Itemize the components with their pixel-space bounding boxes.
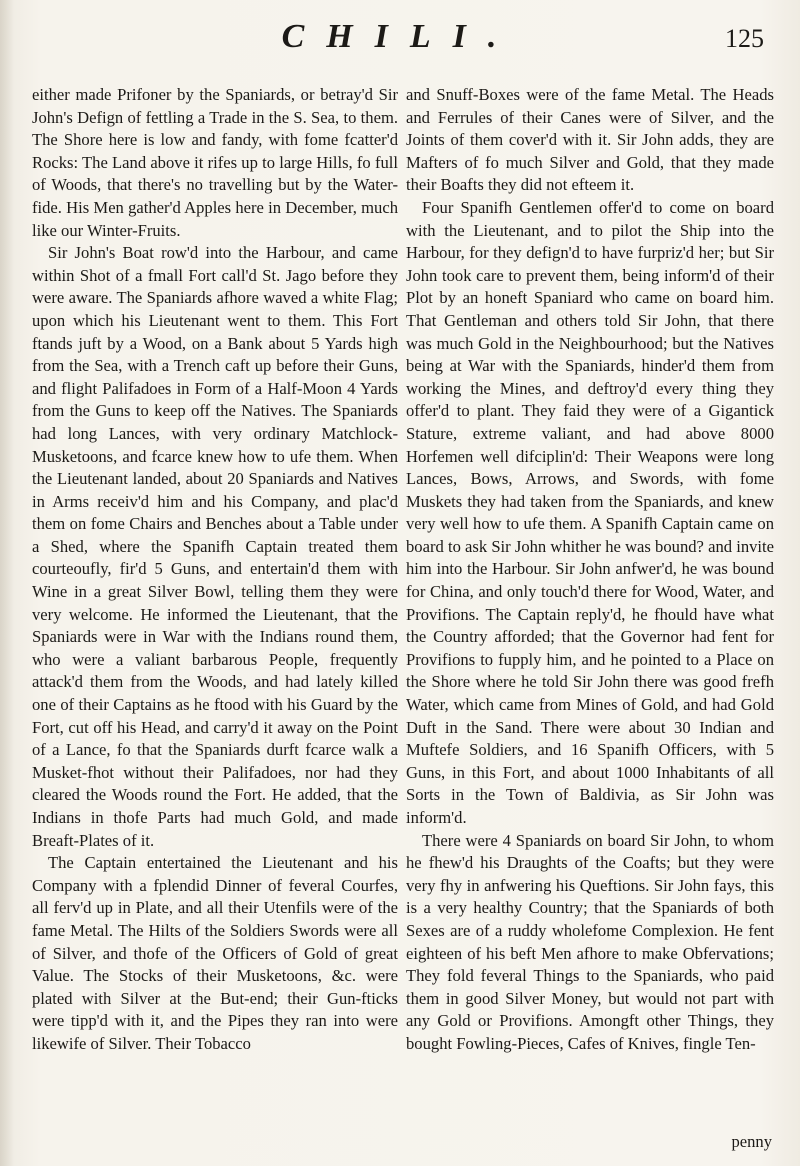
paragraph: There were 4 Spaniards on board Sir John, to whom he fhew'd his Draughts of the Coafts; but they were very fhy in anfwering his Queftions. Sir John fays, this is a very healthy Country; that the Spaniards of both Sexes are of a ruddy wholefome Complexion. He fent eighteen of his beft Men afhore to make Obfervations; They fold feveral Things to the Spaniards, who paid them in good Silver Money, but would not part with any Gold or Provifions. Amongft other Things, they bought Fowling-Pieces, Cafes of Knives, fingle Ten- (406, 830, 774, 1053)
paragraph: The Captain entertained the Lieutenant and his Company with a fplendid Dinner of feveral Courfes, all ferv'd up in Plate, and all their Utenfils were of the fame Metal. The Hilts of the Soldiers Swords were all of Silver, and thofe of the Officers of Gold of great Value. The Stocks of their Musketoons, &c. were plated with Silver at the But-end; their Gun-fticks were tipp'd with it, and the Pipes they ran into were likewife of Silver. Their Tobacco (32, 853, 398, 1053)
text-column-left (32, 84, 398, 1056)
running-head (0, 18, 800, 68)
text-column-right (406, 84, 774, 1056)
paragraph: Four Spanifh Gentlemen offer'd to come on board with the Lieutenant, and to pilot the Ship into the Harbour, for they defign'd to have furpriz'd her; but Sir John took care to prevent them, being inform'd of their Plot by an honeft Spaniard who came on board him. That Gentleman and others told Sir John, that there was much Gold in the Neighbourhood; but the Natives being at War with the Spaniards, hinder'd them from working the Mines, and deftroy'd every thing they offer'd to plant. They faid they were of a Gigantick Stature, extreme valiant, and had above 8000 Horfemen well difciplin'd: Their Weapons were long Lances, Bows, Arrows, and Swords, with fome Muskets they had taken from the Spaniards, and knew very well how to ufe them. A Spanifh Captain came on board to ask Sir John whither he was bound? and invite him into the Harbour. Sir John anfwer'd, he was bound for China, and only touch'd there for Wood, Water, and Provifions. The Captain reply'd, he fhould have what the Country afforded; that the Governor had fent for Provifions to fupply him, and he pointed to a Place on the Shore where he told Sir John there was good frefh Water, which came from Mines of Gold, and had Gold Duft in the Sand. There were about 30 Indian and Muftefe Soldiers, and 16 Spanifh Officers, with 5 Guns, in this Fort, and about 1000 Inhabitants of all Sorts in the Town of Baldivia, as Sir John was inform'd. (406, 197, 774, 827)
paragraph: and Snuff-Boxes were of the fame Metal. The Heads and Ferrules of their Canes were of Silver, and the Joints of them cover'd with it. Sir John adds, they are Mafters of fo much Silver and Gold, that they made their Boafts they did not efteem it. (406, 85, 774, 195)
catchword: penny (731, 1132, 772, 1151)
paragraph: Sir John's Boat row'd into the Harbour, and came within Shot of a fmall Fort call'd St. Jago before they were aware. The Spaniards afhore waved a white Flag; upon which his Lieutenant went to them. This Fort ftands juft by a Wood, on a Bank about 5 Yards high from the Sea, with a Trench caft up before their Guns, and flight Palifadoes in Form of a Half-Moon 4 Yards from the Guns to keep off the Natives. The Spaniards had long Lances, with very ordinary Matchlock-Musketoons, and fcarce knew how to ufe them. When the Lieutenant landed, about 20 Spaniards and Natives in Arms receiv'd him and his Company, and plac'd them on fome Chairs and Benches about a Table under a Shed, where the Spanifh Captain treated them courteoufly, fir'd 5 Guns, and entertain'd them with Wine in a great Silver Bowl, telling them they were very welcome. He informed the Lieutenant, that the Spaniards were in War with the Indians round them, who were a valiant barbarous People, frequently attack'd them from the Woods, and had lately killed one of their Captains as he ftood with his Guard by the Fort, cut off his Head, and carry'd it away on the Point of a Lance, fo that the Spaniards durft fcarce walk a Musket-fhot without their Palifadoes, nor had they cleared the Woods round the Fort. He added, that the Indians in thofe Parts had much Gold, and made Breaft-Plates of it. (32, 243, 398, 850)
page-gutter-shadow (0, 0, 14, 1166)
page-number: 125 (725, 24, 764, 53)
paragraph: either made Prifoner by the Spaniards, or betray'd Sir John's Defign of fettling a Trade in the S. Sea, to them. The Shore here is low and fandy, with fome fcatter'd Rocks: The Land above it rifes up to large Hills, fo full of Woods, that there's no travelling but by the Water-fide. His Men gather'd Apples here in December, much like our Winter-Fruits. (32, 85, 398, 240)
running-head-title: CHILI. (281, 18, 519, 55)
